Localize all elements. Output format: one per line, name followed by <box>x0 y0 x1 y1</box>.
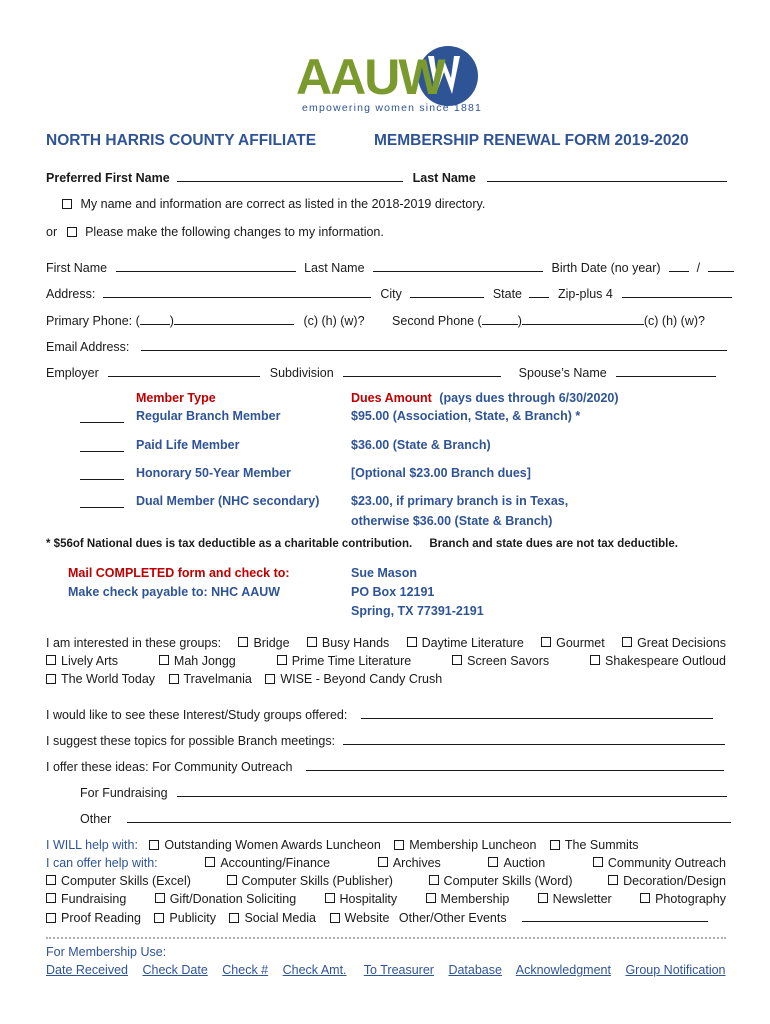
help-social-media-label: Social Media <box>244 911 317 925</box>
info-correct-checkbox[interactable] <box>62 199 72 209</box>
help-accounting-checkbox[interactable] <box>205 857 215 867</box>
mail-po-box: PO Box 12191 <box>351 585 435 599</box>
group-daytime-literature-checkbox[interactable] <box>407 637 417 647</box>
spouse-name-label: Spouse’s Name <box>518 366 607 380</box>
office-date-received: Date Received <box>46 963 128 977</box>
interest-groups-question: I would like to see these Interest/Study groups offered: <box>46 708 348 722</box>
birth-day-field[interactable] <box>708 260 734 272</box>
dues-life: $36.00 (State & Branch) <box>351 438 491 452</box>
office-database: Database <box>448 963 502 977</box>
help-summits-checkbox[interactable] <box>550 840 560 850</box>
help-social-media-checkbox[interactable] <box>229 913 239 923</box>
group-busy-hands-label: Busy Hands <box>321 636 390 650</box>
help-other-events-label: Other/Other Events <box>398 911 507 925</box>
help-word-label: Computer Skills (Word) <box>443 874 573 888</box>
member-type-header: Member Type <box>136 391 216 405</box>
address-label: Address: <box>46 287 96 301</box>
help-publisher-label: Computer Skills (Publisher) <box>241 874 393 888</box>
group-travelmania-checkbox[interactable] <box>169 674 179 684</box>
other-field[interactable] <box>127 811 731 823</box>
member-type-life: Paid Life Member <box>136 438 240 452</box>
help-other-events-field[interactable] <box>522 910 708 922</box>
life-member-blank[interactable] <box>80 440 124 452</box>
preferred-first-name-label: Preferred First Name <box>46 171 170 185</box>
office-to-treasurer: To Treasurer <box>363 963 434 977</box>
check-payable: Make check payable to: NHC AAUW <box>68 585 281 599</box>
member-type-regular: Regular Branch Member <box>136 409 281 423</box>
first-name-label: First Name <box>46 261 108 275</box>
fundraising-field[interactable] <box>177 785 727 797</box>
group-screen-savors-label: Screen Savors <box>467 654 550 668</box>
subdivision-field[interactable] <box>343 365 501 377</box>
community-outreach-question: I offer these ideas: For Community Outreach <box>46 760 293 774</box>
second-phone-type-label: (c) (h) (w)? <box>643 314 705 328</box>
employer-label: Employer <box>46 366 99 380</box>
info-changes-label: Please make the following changes to my information. <box>85 225 384 239</box>
help-photography-checkbox[interactable] <box>640 893 650 903</box>
help-summits-label: The Summits <box>564 838 639 852</box>
preferred-last-name-field[interactable] <box>487 170 727 182</box>
subdivision-label: Subdivision <box>269 366 334 380</box>
birth-date-label: Birth Date (no year) <box>551 261 661 275</box>
help-newsletter-label: Newsletter <box>552 892 612 906</box>
tax-note <box>46 538 678 550</box>
group-world-today-checkbox[interactable] <box>46 674 56 684</box>
second-phone-paren: ) <box>517 314 522 328</box>
dues-dual: $23.00, if primary branch is in Texas, <box>351 494 569 508</box>
office-use-title: For Membership Use: <box>46 945 167 959</box>
logo <box>296 42 486 118</box>
dues-amount-header: Dues Amount <box>351 391 432 405</box>
help-decoration-label: Decoration/Design <box>623 874 726 888</box>
email-label: Email Address: <box>46 340 130 354</box>
group-wise-label: WISE - Beyond Candy Crush <box>280 672 443 686</box>
primary-phone-field[interactable] <box>174 313 294 325</box>
affiliate-title: NORTH HARRIS COUNTY AFFILIATE <box>46 132 317 149</box>
preferred-first-name-field[interactable] <box>177 170 403 182</box>
branch-topics-field[interactable] <box>343 733 725 745</box>
first-name-field[interactable] <box>116 260 296 272</box>
help-accounting-label: Accounting/Finance <box>220 856 331 870</box>
help-membership-luncheon-checkbox[interactable] <box>394 840 404 850</box>
other-question: Other <box>80 812 112 826</box>
group-daytime-literature-label: Daytime Literature <box>421 636 524 650</box>
group-lively-arts-label: Lively Arts <box>61 654 118 668</box>
last-name-label: Last Name <box>304 261 365 275</box>
fundraising-question: For Fundraising <box>80 786 168 800</box>
help-women-awards-label: Outstanding Women Awards Luncheon <box>164 838 381 852</box>
group-mah-jongg-label: Mah Jongg <box>173 654 236 668</box>
tax-note-branch: Branch and state dues are not tax deductible. <box>429 538 678 550</box>
group-prime-time-literature-label: Prime Time Literature <box>291 654 412 668</box>
tax-note-national: * $56of National dues is tax deductible as a charitable contribution. <box>46 538 413 550</box>
member-type-honorary: Honorary 50-Year Member <box>136 466 291 480</box>
dues-dual-line2: otherwise $36.00 (State & Branch) <box>351 514 553 528</box>
logo-tagline: empowering women since 1881 <box>302 102 483 114</box>
group-busy-hands-checkbox[interactable] <box>307 637 317 647</box>
dues-regular: $95.00 (Association, State, & Branch) * <box>351 409 581 423</box>
birth-month-field[interactable] <box>669 260 689 272</box>
help-auction-label: Auction <box>503 856 546 870</box>
birth-date-separator: / <box>696 261 701 275</box>
member-type-dual: Dual Member (NHC secondary) <box>136 494 320 508</box>
state-label: State <box>492 287 522 301</box>
or-label: or <box>46 225 58 239</box>
help-website-label: Website <box>344 911 390 925</box>
branch-topics-question: I suggest these topics for possible Branch meetings: <box>46 734 336 748</box>
email-field[interactable] <box>141 339 727 351</box>
second-phone-area-field[interactable] <box>482 313 518 325</box>
last-name-field[interactable] <box>373 260 543 272</box>
help-auction-checkbox[interactable] <box>488 857 498 867</box>
mail-instructions: Mail COMPLETED form and check to: <box>68 566 290 580</box>
employer-field[interactable] <box>108 365 260 377</box>
help-decoration-checkbox[interactable] <box>608 875 618 885</box>
primary-phone-type-label: (c) (h) (w)? <box>303 314 365 328</box>
dues-note: (pays dues through 6/30/2020) <box>439 391 619 405</box>
mail-name: Sue Mason <box>351 566 417 580</box>
city-label: City <box>380 287 402 301</box>
honorary-member-blank[interactable] <box>80 468 124 480</box>
help-fundraising-label: Fundraising <box>61 892 127 906</box>
group-bridge-label: Bridge <box>253 636 290 650</box>
help-publicity-label: Publicity <box>169 911 216 925</box>
divider <box>46 937 726 939</box>
help-proof-reading-checkbox[interactable] <box>46 913 56 923</box>
dual-member-blank[interactable] <box>80 496 124 508</box>
second-phone-label: Second Phone ( <box>392 314 482 328</box>
group-prime-time-literature-checkbox[interactable] <box>277 655 287 665</box>
regular-member-blank[interactable] <box>80 411 124 423</box>
group-world-today-label: The World Today <box>61 672 156 686</box>
help-community-outreach-label: Community Outreach <box>607 856 726 870</box>
will-help-label: I WILL help with: <box>46 838 138 852</box>
help-archives-label: Archives <box>392 856 441 870</box>
help-membership-luncheon-label: Membership Luncheon <box>409 838 537 852</box>
help-publisher-checkbox[interactable] <box>227 875 237 885</box>
help-gift-soliciting-checkbox[interactable] <box>155 893 165 903</box>
info-correct-label: My name and information are correct as listed in the 2018-2019 directory. <box>80 197 486 211</box>
help-photography-label: Photography <box>655 892 726 906</box>
interest-groups-field[interactable] <box>361 707 713 719</box>
office-acknowledgment: Acknowledgment <box>515 963 611 977</box>
group-screen-savors-checkbox[interactable] <box>452 655 462 665</box>
spouse-name-field[interactable] <box>616 365 716 377</box>
help-fundraising-checkbox[interactable] <box>46 893 56 903</box>
group-wise-checkbox[interactable] <box>265 674 275 684</box>
help-newsletter-checkbox[interactable] <box>538 893 548 903</box>
primary-phone-area-field[interactable] <box>140 313 170 325</box>
state-field[interactable] <box>529 286 549 298</box>
primary-phone-label: Primary Phone: ( <box>46 314 140 328</box>
help-website-checkbox[interactable] <box>330 913 340 923</box>
group-bridge-checkbox[interactable] <box>238 637 248 647</box>
primary-phone-paren: ) <box>169 314 174 328</box>
group-mah-jongg-checkbox[interactable] <box>159 655 169 665</box>
office-group-notification: Group Notification <box>625 963 726 977</box>
info-changes-checkbox[interactable] <box>67 227 77 237</box>
group-great-decisions-checkbox[interactable] <box>622 637 632 647</box>
help-archives-checkbox[interactable] <box>378 857 388 867</box>
preferred-last-name-label: Last Name <box>412 171 476 185</box>
group-gourmet-checkbox[interactable] <box>541 637 551 647</box>
help-publicity-checkbox[interactable] <box>154 913 164 923</box>
logo-text: AAUW <box>296 49 444 105</box>
help-membership-checkbox[interactable] <box>426 893 436 903</box>
help-excel-label: Computer Skills (Excel) <box>61 874 191 888</box>
help-women-awards-checkbox[interactable] <box>149 840 159 850</box>
office-check-number: Check # <box>222 963 269 977</box>
group-shakespeare-outloud-checkbox[interactable] <box>590 655 600 665</box>
group-gourmet-label: Gourmet <box>556 636 605 650</box>
help-hospitality-checkbox[interactable] <box>325 893 335 903</box>
form-title: MEMBERSHIP RENEWAL FORM 2019-2020 <box>374 132 689 149</box>
help-gift-soliciting-label: Gift/Donation Soliciting <box>169 892 297 906</box>
offer-help-label: I can offer help with: <box>46 856 158 870</box>
zip-label: Zip-plus 4 <box>557 287 613 301</box>
group-lively-arts-checkbox[interactable] <box>46 655 56 665</box>
office-check-amount: Check Amt. <box>282 963 347 977</box>
address-field[interactable] <box>103 286 371 298</box>
community-outreach-field[interactable] <box>306 759 724 771</box>
help-word-checkbox[interactable] <box>429 875 439 885</box>
help-membership-label: Membership <box>440 892 510 906</box>
group-travelmania-label: Travelmania <box>183 672 252 686</box>
second-phone-field[interactable] <box>522 313 644 325</box>
group-great-decisions-label: Great Decisions <box>637 636 726 650</box>
help-proof-reading-label: Proof Reading <box>61 911 141 925</box>
office-check-date: Check Date <box>142 963 208 977</box>
dues-honorary: [Optional $23.00 Branch dues] <box>351 466 531 480</box>
mail-city: Spring, TX 77391-2191 <box>351 604 484 618</box>
city-field[interactable] <box>410 286 484 298</box>
help-hospitality-label: Hospitality <box>339 892 398 906</box>
group-shakespeare-outloud-label: Shakespeare Outloud <box>605 654 726 668</box>
help-excel-checkbox[interactable] <box>46 875 56 885</box>
zip-field[interactable] <box>622 286 732 298</box>
groups-intro: I am interested in these groups: <box>46 636 222 650</box>
help-community-outreach-checkbox[interactable] <box>593 857 603 867</box>
